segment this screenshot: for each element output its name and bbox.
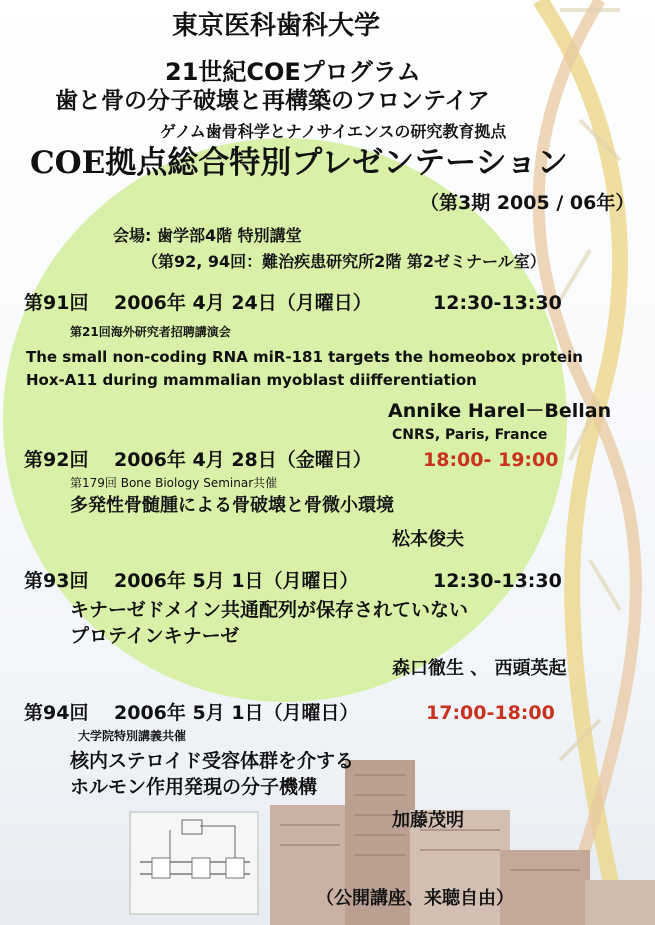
session-time: 12:30-13:30 xyxy=(433,292,562,314)
session-time: 18:00- 19:00 xyxy=(423,449,559,471)
session-tag: 第179回 Bone Biology Seminar共催 xyxy=(70,476,278,490)
session-number: 第93回 xyxy=(24,570,89,592)
program-name: 21世紀COEプログラム xyxy=(165,58,421,86)
session-time: 17:00-18:00 xyxy=(426,702,555,724)
session-speaker: Annike Harel－Bellan xyxy=(388,400,612,422)
session-speaker: 加藤茂明 xyxy=(392,810,464,831)
session-speaker: 松本俊夫 xyxy=(392,529,464,550)
session-number: 第92回 xyxy=(24,449,89,471)
period-label: （第3期 2005 / 06年） xyxy=(420,192,635,214)
university-name: 東京医科歯科大学 xyxy=(172,11,381,41)
session-number: 第94回 xyxy=(24,702,89,724)
session-title-line: The small non-coding RNA miR-181 targets the homeobox protein xyxy=(26,348,583,366)
session-title-line: 核内ステロイド受容体群を介する xyxy=(70,750,355,772)
program-theme: 歯と骨の分子破壊と再構築のフロンテイア xyxy=(55,88,490,114)
session-title-line: プロテインキナーゼ xyxy=(70,625,240,647)
session-title-line: キナーゼドメイン共通配列が保存されていない xyxy=(70,599,469,621)
session-number: 第91回 xyxy=(24,292,89,314)
session-title-line: 多発性骨髄腫による骨破壊と骨微小環境 xyxy=(70,495,394,516)
venue-main: 会場: 歯学部4階 特別講堂 xyxy=(113,226,302,245)
session-affiliation: CNRS, Paris, France xyxy=(392,427,548,443)
program-subtitle: ゲノム歯骨科学とナノサイエンスの研究教育拠点 xyxy=(160,122,507,141)
session-speaker: 森口徹生 、 西頭英起 xyxy=(392,658,567,679)
session-tag: 第21回海外研究者招聘講演会 xyxy=(70,325,231,339)
session-date: 2006年 4月 28日（金曜日） xyxy=(114,449,372,471)
session-date: 2006年 5月 1日（月曜日） xyxy=(114,702,359,724)
venue-note: （第92, 94回：難治疾患研究所2階 第2ゼミナール室） xyxy=(142,252,546,271)
session-date: 2006年 5月 1日（月曜日） xyxy=(114,570,359,592)
session-title-line: Hox-A11 during mammalian myoblast diifferentiation xyxy=(26,371,477,389)
footer-note: （公開講座、来聴自由） xyxy=(316,888,514,909)
session-date: 2006年 4月 24日（月曜日） xyxy=(114,292,372,314)
session-tag: 大学院特別講義共催 xyxy=(78,729,187,743)
pathway-diagram xyxy=(130,812,258,914)
event-title: COE拠点総合特別プレゼンテーション xyxy=(30,145,568,181)
session-title-line: ホルモン作用発現の分子機構 xyxy=(70,776,318,798)
session-time: 12:30-13:30 xyxy=(433,570,562,592)
